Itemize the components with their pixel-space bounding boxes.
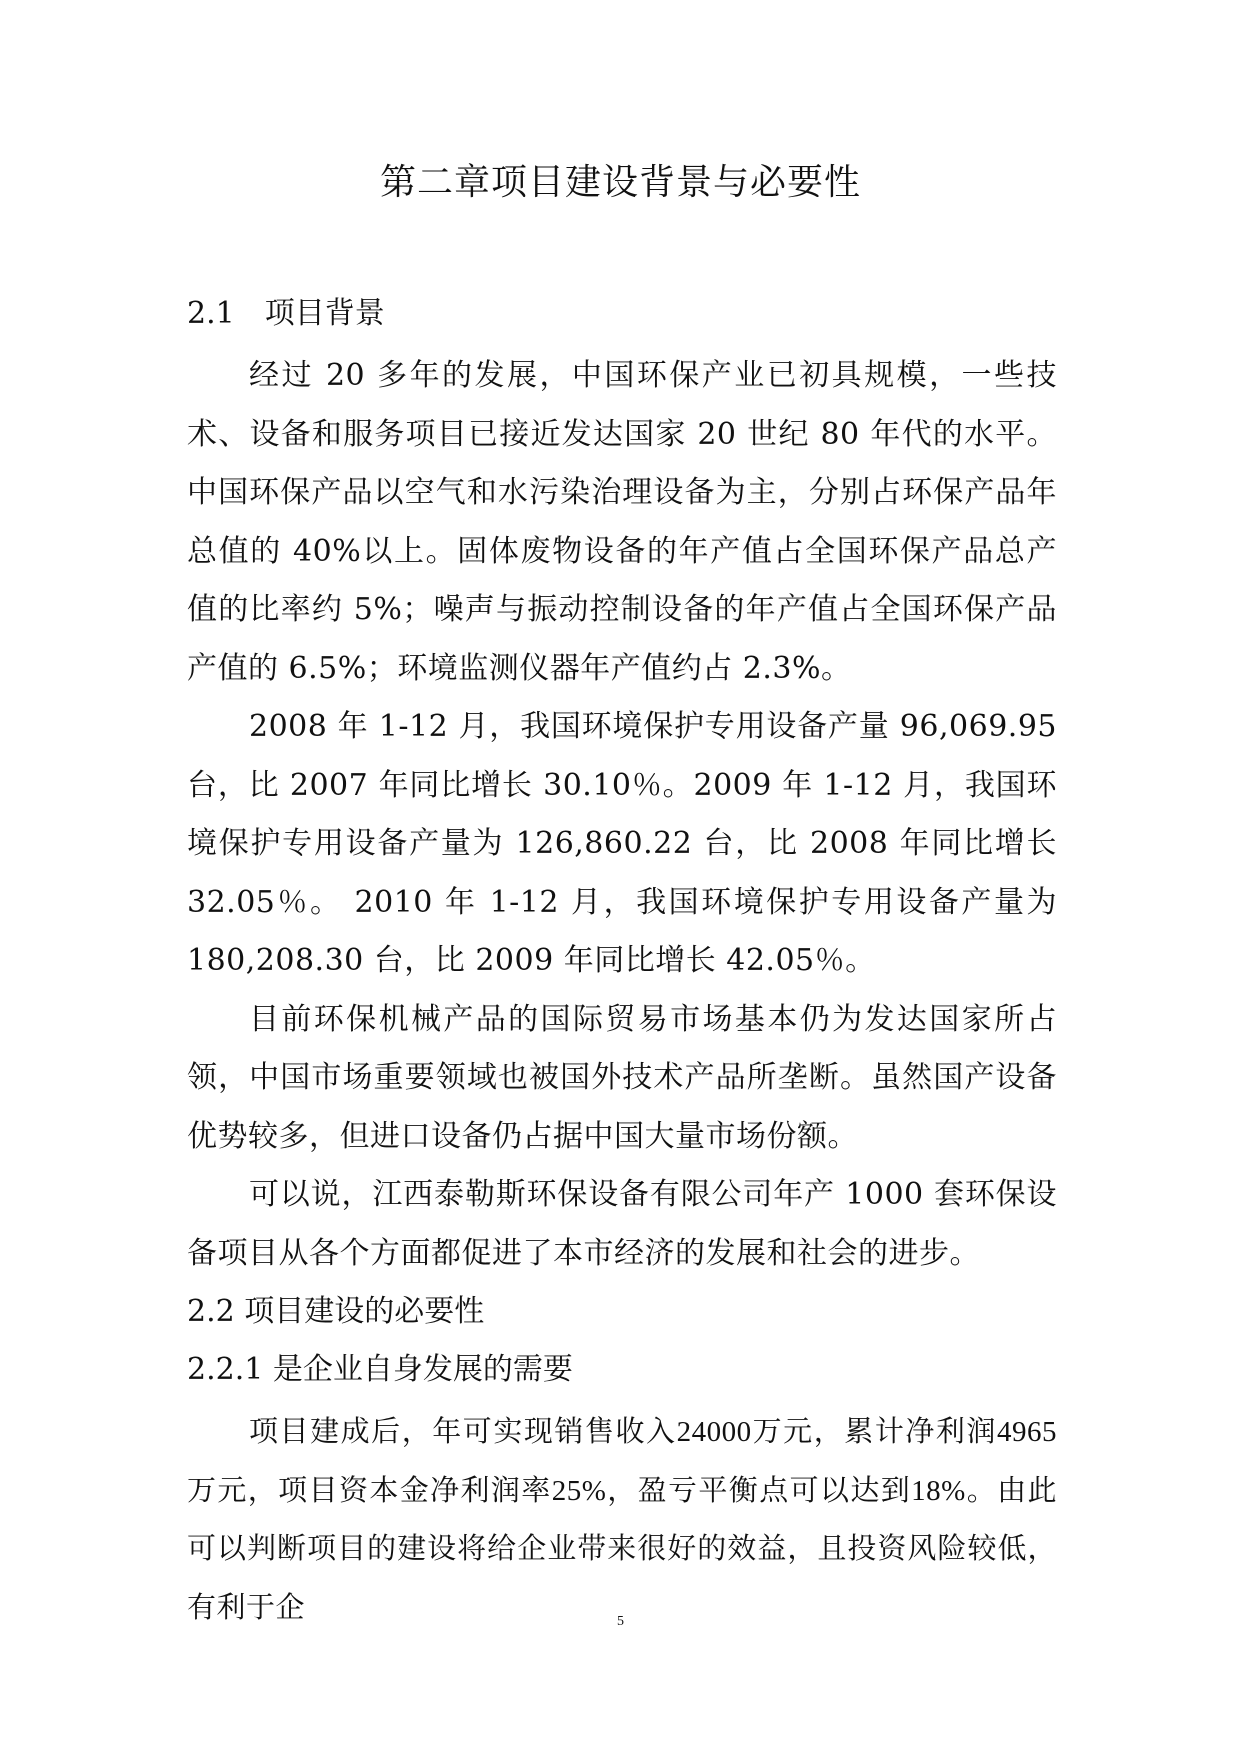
paragraph-enterprise-benefits: 项目建成后，年可实现销售收入24000万元，累计净利润4965万元，项目资本金净利润率25%，盈亏平衡点可以达到18%。由此可以判断项目的建设将给企业带来很好的效益，且投资风险较低，有利于企 [187,1416,1057,1624]
section-heading-2-2-1: 2.2.1 是企业自身发展的需要 [187,1352,573,1387]
chapter-title: 第二章项目建设背景与必要性 [379,162,861,203]
paragraph-international-market: 目前环保机械产品的国际贸易市场基本仍为发达国家所占领，中国市场重要领域也被国外技术产品所垄断。虽然国产设备优势较多，但进口设备仍占据中国大量市场份额。 [187,1001,1057,1154]
paragraph-production-statistics: 2008 年 1-12 月，我国环境保护专用设备产量 96,069.95 台，比 2007 年同比增长 30.10％。2009 年 1-12 月，我国环境保护专用设备产量为 126,860.22 台，比 2008 年同比增长 32.05％。 2010 年 1-12 月，我国环境保护专用设备产量为 180,208.30 台，比 2009 年同比增长 42.05％。 [187,709,1057,978]
paragraph-project-contribution: 可以说，江西泰勒斯环保设备有限公司年产 1000 套环保设备项目从各个方面都促进了本市经济的发展和社会的进步。 [187,1177,1057,1271]
page-number: 5 [617,1614,624,1629]
body-text [187,285,1057,1637]
section-heading-2-2: 2.2 项目建设的必要性 [187,1294,485,1329]
paragraph-industry-overview: 经过 20 多年的发展，中国环保产业已初具规模，一些技术、设备和服务项目已接近发达国家 20 世纪 80 年代的水平。中国环保产品以空气和水污染治理设备为主，分别占环保产品年总值的 40%以上。固体废物设备的年产值占全国环保产品总产值的比率约 5%；噪声与振动控制设备的年产值占全国环保产品产值的 6.5%；环境监测仪器年产值约占 2.3%。 [187,358,1057,686]
section-heading-2-1: 2.1 项目背景 [187,296,385,331]
